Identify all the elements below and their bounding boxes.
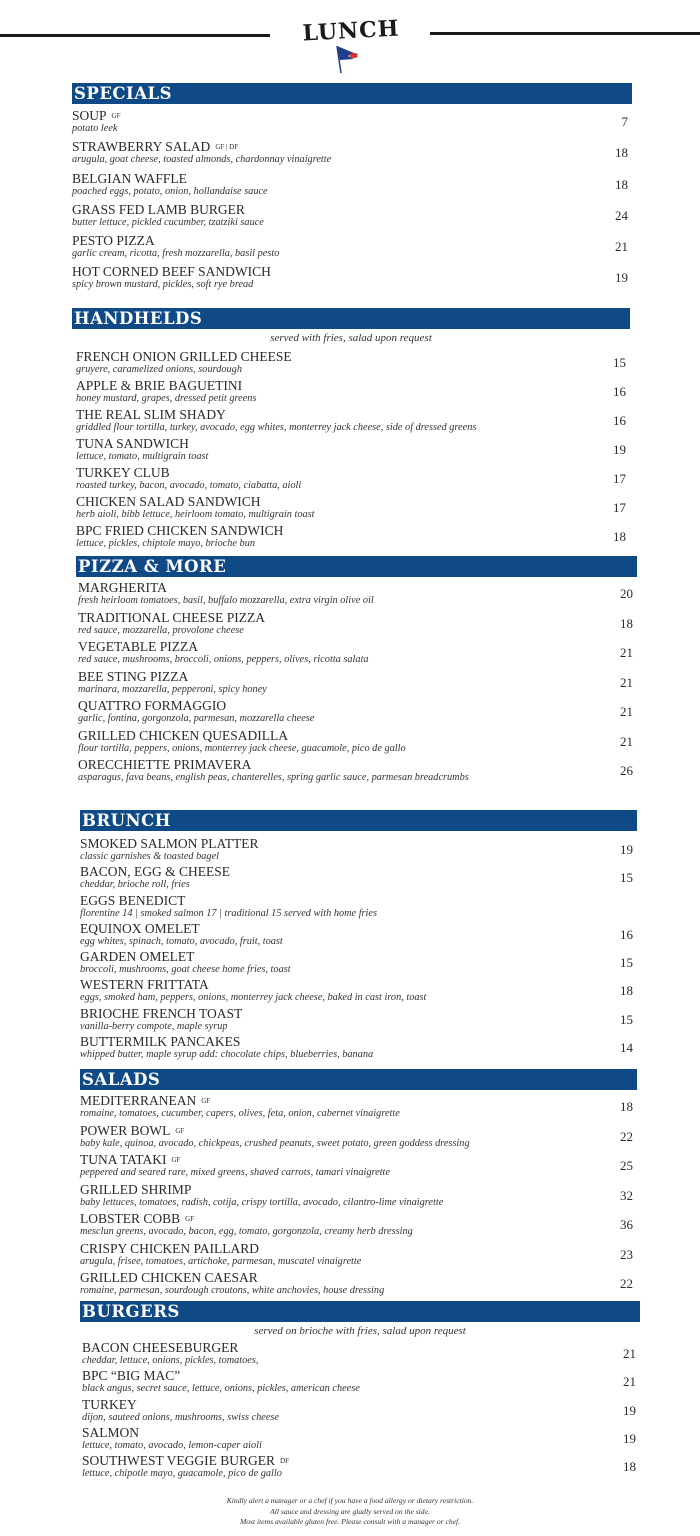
item-name-text: TUNA TATAKI (80, 1152, 167, 1167)
item-name (78, 726, 637, 743)
item-name-text: POWER BOWL (80, 1122, 171, 1138)
item-description: red sauce, mushrooms, broccoli, onions, peppers, olives, ricotta salata (78, 654, 369, 665)
menu-item (80, 1395, 640, 1423)
item-name (80, 1091, 637, 1108)
item-name (72, 231, 632, 248)
menu-item (80, 1091, 637, 1121)
item-description: romaine, parmesan, sourdough croutons, white anchovies, house dressing (80, 1285, 385, 1296)
item-description: classic garnishes & toasted bagel (80, 851, 219, 862)
section-heading: HANDHELDS (72, 308, 630, 329)
menu-item (72, 169, 632, 200)
item-name (78, 667, 637, 684)
item-description: egg whites, spinach, tomato, avocado, fruit, toast (80, 935, 283, 947)
section-salads (80, 1069, 637, 1298)
item-description: romaine, tomatoes, cucumber, capers, olives, feta, onion, cabernet vinaigrette (80, 1108, 400, 1119)
item-price: 21 (623, 1374, 636, 1390)
item-name (80, 1150, 637, 1167)
item-description: arugula, goat cheese, toasted almonds, chardonnay vinaigrette (72, 154, 332, 166)
item-description: butter lettuce, pickled cucumber, tzatziki sauce (72, 216, 264, 228)
menu-title: LUNCH (301, 15, 401, 47)
item-name (76, 434, 630, 451)
item-description: spicy brown mustard, pickles, soft rye bread (72, 279, 254, 291)
item-price: 21 (615, 239, 628, 255)
item-name-text: TUNA SANDWICH (76, 436, 189, 451)
item-price: 15 (613, 355, 626, 370)
dietary-tag: GF (175, 1126, 185, 1135)
menu-item (72, 231, 632, 262)
item-name (80, 1121, 637, 1138)
section-heading: BURGERS (80, 1301, 640, 1322)
item-name-text: FRENCH ONION GRILLED CHEESE (76, 349, 292, 364)
section-heading: BRUNCH (80, 810, 637, 831)
item-name (72, 169, 632, 186)
menu-item (76, 726, 637, 756)
item-description: garlic cream, ricotta, fresh mozzarella, basil pesto (72, 248, 280, 260)
item-description: arugula, frisee, tomatoes, artichoke, parmesan, muscatel vinaigrette (80, 1255, 362, 1267)
dietary-tag: GF | DF (215, 143, 239, 152)
menu-item (80, 1032, 637, 1060)
item-name-text: ORECCHIETTE PRIMAVERA (78, 757, 252, 772)
item-description: lettuce, chipotle mayo, guacamole, pico de gallo (82, 1468, 282, 1480)
item-name (80, 1268, 637, 1285)
item-name-text: BELGIAN WAFFLE (72, 170, 187, 186)
item-name-text: QUATTRO FORMAGGIO (78, 698, 227, 713)
item-price: 36 (620, 1217, 633, 1232)
item-description: broccoli, mushrooms, goat cheese home fries, toast (80, 964, 291, 976)
dietary-tag: DF (280, 1457, 289, 1466)
item-description: marinara, mozzarella, pepperoni, spicy honey (78, 683, 267, 695)
item-price: 22 (620, 1276, 633, 1291)
item-description: baby lettuces, tomatoes, radish, cotija, crispy tortilla, avocado, cilantro-lime vinaigrette (80, 1196, 444, 1208)
item-description: vanilla-berry compote, maple syrup (80, 1020, 228, 1032)
item-name (80, 891, 637, 908)
item-name-text: VEGETABLE PIZZA (78, 639, 199, 654)
item-name-text: BPC “BIG MAC” (82, 1368, 181, 1384)
item-description: poached eggs, potato, onion, hollandaise sauce (72, 185, 268, 197)
item-name (76, 376, 630, 393)
menu-item (76, 578, 637, 608)
item-price: 15 (620, 955, 633, 971)
item-name-text: EGGS BENEDICT (80, 892, 186, 908)
item-name-text: APPLE & BRIE BAGUETINI (76, 378, 243, 393)
item-name-text: BACON, EGG & CHEESE (80, 864, 231, 880)
item-name (80, 1004, 637, 1021)
menu-item (80, 947, 637, 975)
menu-item (80, 1209, 637, 1239)
menu-item (76, 755, 637, 785)
item-description: gruyere, caramelized onions, sourdough (76, 364, 242, 375)
item-description: roasted turkey, bacon, avocado, tomato, ciabatta, aioli (76, 480, 302, 491)
footer-line: Most items available gluten free. Please consult with a manager or chef. (239, 1517, 461, 1526)
item-description: peppered and seared rare, mixed greens, shaved carrots, tamari vinaigrette (80, 1167, 390, 1178)
item-description: herb aioli, bibb lettuce, heirloom tomato, multigrain toast (76, 509, 315, 520)
item-name-text: SALMON (82, 1424, 140, 1440)
section-specials (72, 83, 632, 294)
footer-line: All sauce and dressing are gladly served on the side. (270, 1506, 430, 1516)
item-name-text: CHICKEN SALAD SANDWICH (76, 494, 261, 509)
item-name-text: GRILLED SHRIMP (80, 1181, 192, 1197)
item-name (76, 521, 630, 538)
item-description: potato leek (72, 123, 118, 134)
item-name-text: MEDITERRANEAN (80, 1093, 197, 1108)
item-price: 19 (620, 842, 633, 857)
menu-item (80, 1268, 637, 1298)
item-name-text: GRILLED CHICKEN QUESADILLA (78, 727, 288, 743)
item-name (72, 137, 632, 154)
menu-item (80, 919, 637, 947)
section-subtitle: served on brioche with fries, salad upon request (254, 1325, 466, 1337)
item-description: asparagus, fava beans, english peas, chanterelles, spring garlic sauce, parmesan breadcrumbs (78, 772, 469, 783)
item-name-text: GRILLED CHICKEN CAESAR (80, 1270, 258, 1285)
item-name-text: BUTTERMILK PANCAKES (80, 1034, 241, 1050)
menu-item (80, 1150, 637, 1180)
item-name (82, 1338, 640, 1355)
item-description: dijon, sauteed onions, mushrooms, swiss cheese (82, 1411, 279, 1423)
item-name-text: WESTERN FRITTATA (80, 977, 209, 993)
item-price: 19 (623, 1402, 636, 1418)
item-name-text: BRIOCHE FRENCH TOAST (80, 1005, 243, 1021)
item-price: 18 (615, 176, 628, 192)
item-price: 21 (620, 674, 633, 690)
item-description: mesclun greens, avocado, bacon, egg, tomato, gorgonzola, creamy herb dressing (80, 1226, 413, 1237)
dietary-tag: GF (111, 112, 121, 120)
item-name (80, 1032, 637, 1049)
item-description: eggs, smoked ham, peppers, onions, monterrey jack cheese, baked in cast iron, toast (80, 992, 427, 1004)
item-price: 16 (620, 926, 633, 942)
menu-item (80, 1451, 640, 1479)
item-name (82, 1451, 640, 1468)
item-price: 18 (620, 1099, 633, 1114)
item-price: 25 (620, 1158, 633, 1173)
section-handhelds (72, 308, 630, 550)
item-description: lettuce, tomato, multigrain toast (76, 451, 209, 462)
item-price: 18 (620, 615, 633, 631)
item-name-text: BEE STING PIZZA (78, 668, 189, 684)
item-description: cheddar, brioche roll, fries (80, 879, 190, 891)
item-name (80, 919, 637, 936)
item-price: 14 (620, 1040, 633, 1056)
item-name (72, 106, 632, 123)
item-price: 16 (613, 384, 626, 399)
item-name-text: STRAWBERRY SALAD (72, 139, 211, 155)
item-price: 32 (620, 1187, 633, 1203)
item-name (80, 834, 637, 851)
item-price: 20 (620, 586, 633, 601)
item-price: 21 (623, 1346, 636, 1361)
item-price: 19 (623, 1430, 636, 1446)
item-price: 15 (620, 1011, 633, 1027)
item-price: 21 (620, 645, 633, 660)
item-description: lettuce, tomato, avocado, lemon-caper aioli (82, 1439, 262, 1451)
menu-item (80, 1180, 637, 1210)
item-name-text: SMOKED SALMON PLATTER (80, 836, 259, 851)
item-name (80, 862, 637, 879)
item-name (76, 405, 630, 422)
menu-item (80, 1338, 640, 1366)
item-name (78, 755, 637, 772)
section-subtitle: served with fries, salad upon request (270, 332, 432, 344)
item-name (78, 578, 637, 595)
item-description: garlic, fontina, gorgonzola, parmesan, mozzarella cheese (78, 713, 315, 724)
section-heading: PIZZA & MORE (76, 556, 637, 577)
menu-logo (296, 15, 406, 76)
header-rule-left (0, 34, 270, 37)
item-name-text: GARDEN OMELET (80, 949, 195, 965)
item-price: 17 (613, 500, 626, 515)
item-name-text: SOUTHWEST VEGGIE BURGER (82, 1453, 276, 1469)
item-description: florentine 14 | smoked salmon 17 | traditional 15 served with home fries (80, 907, 378, 919)
item-name-text: TURKEY (82, 1396, 137, 1412)
item-name-text: TRADITIONAL CHEESE PIZZA (78, 609, 265, 625)
item-price: 18 (613, 529, 626, 544)
menu-item (72, 405, 630, 434)
dietary-tag: GF (201, 1097, 211, 1105)
menu-item (72, 434, 630, 463)
item-name-text: HOT CORNED BEEF SANDWICH (72, 264, 271, 280)
item-name-text: BPC FRIED CHICKEN SANDWICH (76, 523, 284, 538)
item-price: 17 (613, 471, 626, 486)
item-name (82, 1423, 640, 1440)
item-price: 21 (620, 704, 633, 719)
menu-item (76, 608, 637, 638)
menu-item (72, 137, 632, 168)
header-rule-right (430, 32, 700, 35)
menu-item (80, 862, 637, 890)
menu-item (76, 667, 637, 697)
item-price: 18 (623, 1459, 636, 1475)
item-name-text: TURKEY CLUB (76, 465, 170, 480)
menu-item (76, 696, 637, 726)
menu-item (72, 463, 630, 492)
item-description: fresh heirloom tomatoes, basil, buffalo mozzarella, extra virgin olive oil (78, 595, 374, 606)
item-name (72, 262, 632, 279)
item-name (76, 347, 630, 364)
menu-item (72, 376, 630, 405)
item-name-text: GRASS FED LAMB BURGER (72, 201, 245, 217)
item-name (78, 696, 637, 713)
menu-item (72, 492, 630, 521)
menu-item (80, 891, 637, 919)
menu-item (80, 1239, 637, 1269)
section-brunch (80, 810, 637, 1060)
item-price: 26 (620, 763, 633, 778)
menu-item (80, 834, 637, 862)
item-price: 19 (613, 442, 626, 457)
item-price: 21 (620, 733, 633, 749)
item-name (80, 975, 637, 992)
menu-item (72, 200, 632, 231)
item-price: 18 (615, 145, 628, 161)
item-description: cheddar, lettuce, onions, pickles, tomatoes, (82, 1355, 259, 1366)
section-burgers (80, 1301, 640, 1479)
dietary-tag: GF (185, 1215, 195, 1223)
item-name (80, 947, 637, 964)
item-name-text: THE REAL SLIM SHADY (76, 407, 226, 422)
menu-item (72, 262, 632, 293)
item-name (80, 1209, 637, 1226)
item-name (72, 200, 632, 217)
item-description: lettuce, pickles, chiptole mayo, brioche bun (76, 538, 255, 549)
item-price: 15 (620, 870, 633, 886)
section-pizza (76, 556, 637, 785)
item-name (78, 637, 637, 654)
item-name-text: MARGHERITA (78, 580, 167, 595)
menu-item (76, 637, 637, 667)
menu-item (72, 521, 630, 550)
item-name (80, 1239, 637, 1256)
section-heading: SALADS (80, 1069, 637, 1090)
item-name-text: EQUINOX OMELET (80, 920, 200, 936)
item-description: griddled flour tortilla, turkey, avocado, egg whites, monterrey jack cheese, side of dressed greens (76, 422, 477, 433)
item-description: honey mustard, grapes, dressed petit greens (76, 393, 257, 404)
item-name (80, 1180, 637, 1197)
item-price: 18 (620, 983, 633, 999)
menu-item (80, 1121, 637, 1151)
item-description: red sauce, mozzarella, provolone cheese (78, 624, 244, 636)
menu-item (72, 347, 630, 376)
item-price: 7 (621, 114, 628, 129)
item-description: flour tortilla, peppers, onions, monterrey jack cheese, guacamole, pico de gallo (78, 742, 406, 754)
item-price: 22 (620, 1128, 633, 1144)
item-description: baby kale, quinoa, avocado, chickpeas, crushed peanuts, sweet potato, green goddess dressing (80, 1137, 470, 1149)
menu-item (80, 1004, 637, 1032)
item-name-text: BACON CHEESEBURGER (82, 1340, 239, 1355)
item-price: 16 (613, 413, 626, 428)
item-description: whipped butter, maple syrup add: chocolate chips, blueberries, banana (80, 1049, 374, 1061)
item-price: 23 (620, 1246, 633, 1262)
menu-item (72, 106, 632, 137)
item-name (82, 1366, 640, 1383)
allergy-notice (0, 1496, 700, 1528)
item-name-text: CRISPY CHICKEN PAILLARD (80, 1240, 260, 1256)
item-price: 24 (615, 207, 628, 223)
menu-item (80, 975, 637, 1003)
item-name-text: SOUP (72, 108, 107, 123)
item-price: 19 (615, 270, 628, 286)
menu-item (80, 1366, 640, 1394)
menu-item (80, 1423, 640, 1451)
item-description: black angus, secret sauce, lettuce, onions, pickles, american cheese (82, 1383, 360, 1395)
item-name (78, 608, 637, 625)
dietary-tag: GF (171, 1156, 181, 1164)
item-name-text: LOBSTER COBB (80, 1211, 181, 1226)
item-name-text: PESTO PIZZA (72, 233, 155, 249)
item-name (76, 492, 630, 509)
item-name (76, 463, 630, 480)
flag-icon (334, 44, 364, 74)
item-name (82, 1395, 640, 1412)
footer-line: Kindly alert a manager or a chef if you have a food allergy or dietary restriction. (226, 1496, 474, 1505)
section-heading: SPECIALS (72, 83, 632, 104)
